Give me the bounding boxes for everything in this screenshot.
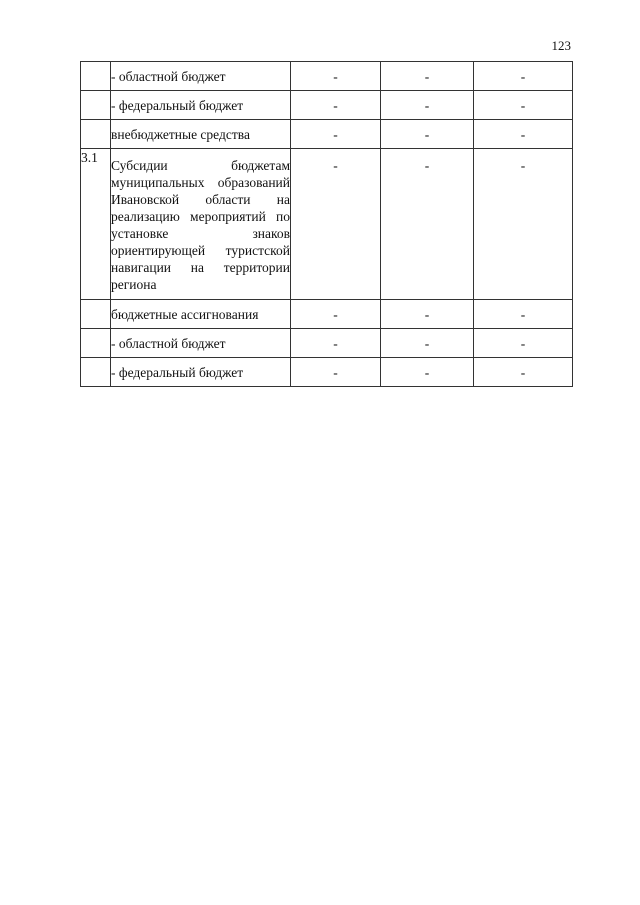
value-cell: - xyxy=(381,62,474,91)
value-cell: - xyxy=(474,358,573,387)
value-cell: - xyxy=(381,300,474,329)
row-number-cell: 3.1 xyxy=(81,149,111,300)
table-row xyxy=(81,120,573,149)
value-cell: - xyxy=(381,120,474,149)
table-row xyxy=(81,300,573,329)
value-cell: - xyxy=(291,149,381,300)
row-label-cell: - федеральный бюджет xyxy=(111,358,291,387)
value-cell: - xyxy=(474,62,573,91)
page-number: 123 xyxy=(551,38,571,53)
value-cell: - xyxy=(474,149,573,300)
value-cell: - xyxy=(474,91,573,120)
budget-table xyxy=(80,61,573,387)
table-row xyxy=(81,329,573,358)
row-number-cell xyxy=(81,120,111,149)
value-cell: - xyxy=(291,120,381,149)
row-number-cell xyxy=(81,62,111,91)
row-label-cell: внебюджетные средства xyxy=(111,120,291,149)
table-row xyxy=(81,358,573,387)
row-label-cell: Субсидии бюджетам муниципальных образований Ивановской области на реализацию мероприятий по установке знаков ориентирующей туристской навигации на территории региона xyxy=(111,149,291,300)
value-cell: - xyxy=(381,358,474,387)
value-cell: - xyxy=(381,149,474,300)
value-cell: - xyxy=(291,91,381,120)
table-row xyxy=(81,91,573,120)
row-number-cell xyxy=(81,300,111,329)
value-cell: - xyxy=(474,329,573,358)
value-cell: - xyxy=(291,62,381,91)
value-cell: - xyxy=(291,329,381,358)
value-cell: - xyxy=(474,300,573,329)
table-row xyxy=(81,62,573,91)
value-cell: - xyxy=(291,300,381,329)
row-number-cell xyxy=(81,91,111,120)
row-label-cell: - областной бюджет xyxy=(111,62,291,91)
value-cell: - xyxy=(474,120,573,149)
value-cell: - xyxy=(381,91,474,120)
table-row xyxy=(81,149,573,300)
row-label-cell: - областной бюджет xyxy=(111,329,291,358)
row-label-cell: бюджетные ассигнования xyxy=(111,300,291,329)
row-number-cell xyxy=(81,329,111,358)
row-number-cell xyxy=(81,358,111,387)
value-cell: - xyxy=(381,329,474,358)
row-label-cell: - федеральный бюджет xyxy=(111,91,291,120)
value-cell: - xyxy=(291,358,381,387)
